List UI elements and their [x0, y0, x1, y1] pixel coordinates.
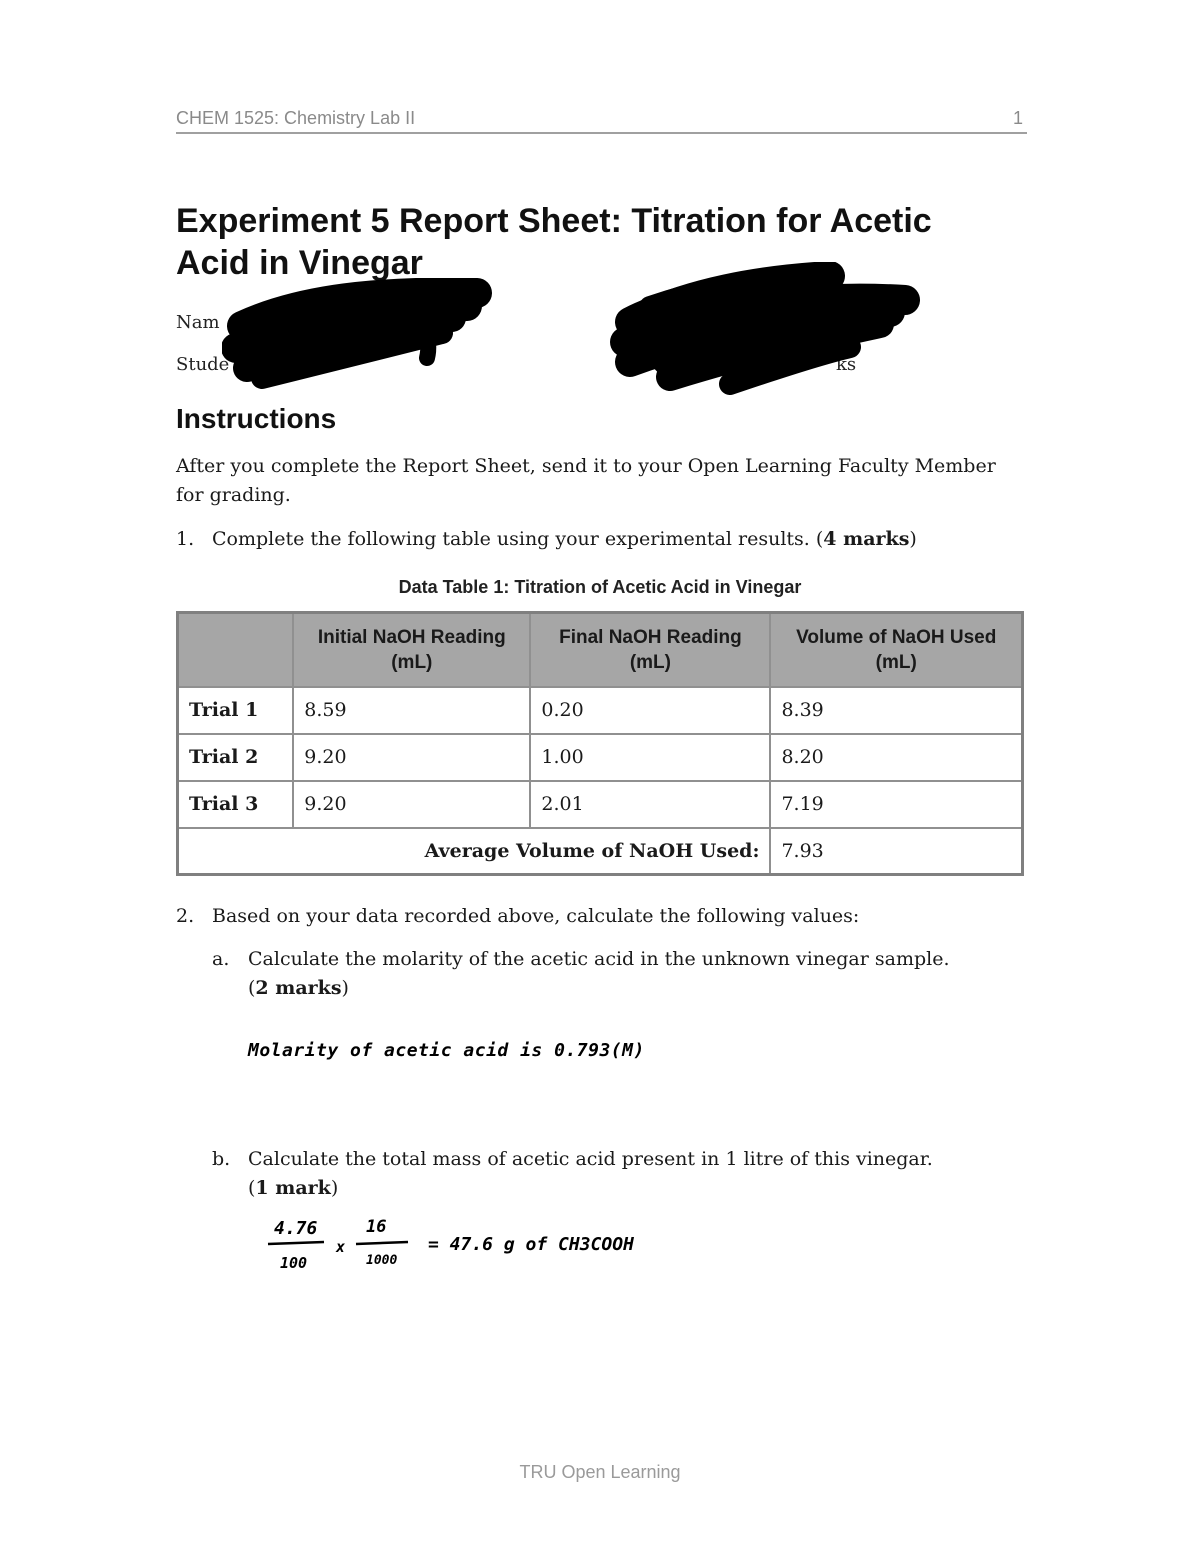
question-2a-text: Calculate the molarity of the acetic acid in the unknown vinegar sample. [248, 948, 950, 970]
fraction-1-numerator: 4.76 [274, 1218, 318, 1239]
table-header-initial [293, 613, 530, 687]
question-2b-letter: b. [212, 1148, 231, 1170]
handwritten-answer-2a [246, 1028, 686, 1076]
cell-initial: 9.20 [293, 781, 530, 828]
marks-value: 2 marks [255, 977, 342, 999]
question-2-text: Based on your data recorded above, calculate the following values: [212, 905, 860, 927]
fraction-1-bar [268, 1242, 324, 1244]
table-header-blank [178, 613, 294, 687]
header-final-line-1: Final NaOH Reading [559, 626, 742, 648]
redaction-scribble-left [222, 278, 492, 390]
fraction-2-denominator: 1000 [366, 1253, 398, 1268]
question-2a [212, 945, 1032, 1005]
question-1-text [212, 525, 917, 554]
marks-close: ) [330, 1177, 339, 1199]
cell-volume: 8.39 [770, 687, 1022, 734]
header-volume-line-1: Volume of NaOH Used [796, 626, 997, 648]
page-number: 1 [1012, 108, 1023, 128]
question-2b-text: Calculate the total mass of acetic acid present in 1 litre of this vinegar. [248, 1148, 933, 1170]
table-header-volume [770, 613, 1022, 687]
instructions-paragraph [176, 452, 1036, 510]
header-initial-line-2: (mL) [391, 651, 433, 673]
name-label: Nam [176, 312, 220, 333]
table-caption: Data Table 1: Titration of Acetic Acid in Vinegar [398, 577, 802, 597]
question-1-number: 1. [176, 528, 195, 550]
course-title: CHEM 1525: Chemistry Lab II [176, 108, 416, 128]
fraction-2-numerator: 16 [366, 1217, 387, 1237]
handwritten-answer-2a-text: Molarity of acetic acid is 0.793(M) [248, 1040, 645, 1061]
row-label: Trial 3 [178, 781, 294, 828]
average-label: Average Volume of NaOH Used: [178, 828, 771, 875]
cell-final: 0.20 [530, 687, 770, 734]
student-label: Stude [176, 354, 230, 375]
header-initial-line-1: Initial NaOH Reading [317, 626, 506, 648]
cell-volume: 7.19 [770, 781, 1022, 828]
cell-volume: 8.20 [770, 734, 1022, 781]
question-2 [176, 902, 1036, 932]
calculation-result: = 47.6 g of CH3COOH [428, 1234, 634, 1255]
title-line-1: Experiment 5 Report Sheet: Titration for Acetic [176, 202, 932, 240]
table-header-final [530, 613, 770, 687]
question-2b-marks [248, 1174, 338, 1203]
question-1-close: ) [909, 528, 917, 550]
instructions-line-2: for grading. [176, 484, 291, 506]
marks-close: ) [341, 977, 349, 999]
fraction-1-denominator: 100 [280, 1254, 308, 1272]
table-row [178, 781, 1023, 828]
question-2a-marks [248, 974, 349, 1003]
page-header [176, 106, 1027, 134]
cell-final: 1.00 [530, 734, 770, 781]
cell-initial: 8.59 [293, 687, 530, 734]
marks-open: ( [248, 977, 256, 999]
fraction-2-bar [356, 1242, 408, 1244]
row-label: Trial 1 [178, 687, 294, 734]
marks-open: ( [248, 1177, 256, 1199]
header-volume-line-2: (mL) [875, 651, 917, 673]
question-1-prompt: Complete the following table using your experimental results. ( [212, 528, 824, 550]
question-2b [212, 1145, 1032, 1205]
row-label: Trial 2 [178, 734, 294, 781]
right-field-text: ks [836, 354, 857, 375]
marks-value: 1 mark [255, 1177, 331, 1199]
table-average-row [178, 828, 1023, 875]
cell-final: 2.01 [530, 781, 770, 828]
title-line-2: Acid in Vinegar [176, 244, 423, 282]
page-footer: TRU Open Learning [519, 1462, 681, 1482]
redaction-scribble-right [610, 262, 920, 400]
cell-initial: 9.20 [293, 734, 530, 781]
data-table [176, 611, 1024, 876]
question-1-marks: 4 marks [823, 528, 910, 550]
table-row [178, 687, 1023, 734]
instructions-heading: Instructions [176, 403, 337, 434]
question-2-number: 2. [176, 905, 195, 927]
question-1 [176, 525, 1036, 555]
table-row [178, 734, 1023, 781]
question-2a-letter: a. [212, 948, 230, 970]
average-value: 7.93 [770, 828, 1022, 875]
instructions-line-1: After you complete the Report Sheet, send it to your Open Learning Faculty Member [176, 455, 996, 477]
handwritten-answer-2b [260, 1212, 700, 1278]
header-final-line-2: (mL) [629, 651, 671, 673]
table-header-row [178, 613, 1023, 687]
multiply-sign: x [336, 1238, 346, 1256]
